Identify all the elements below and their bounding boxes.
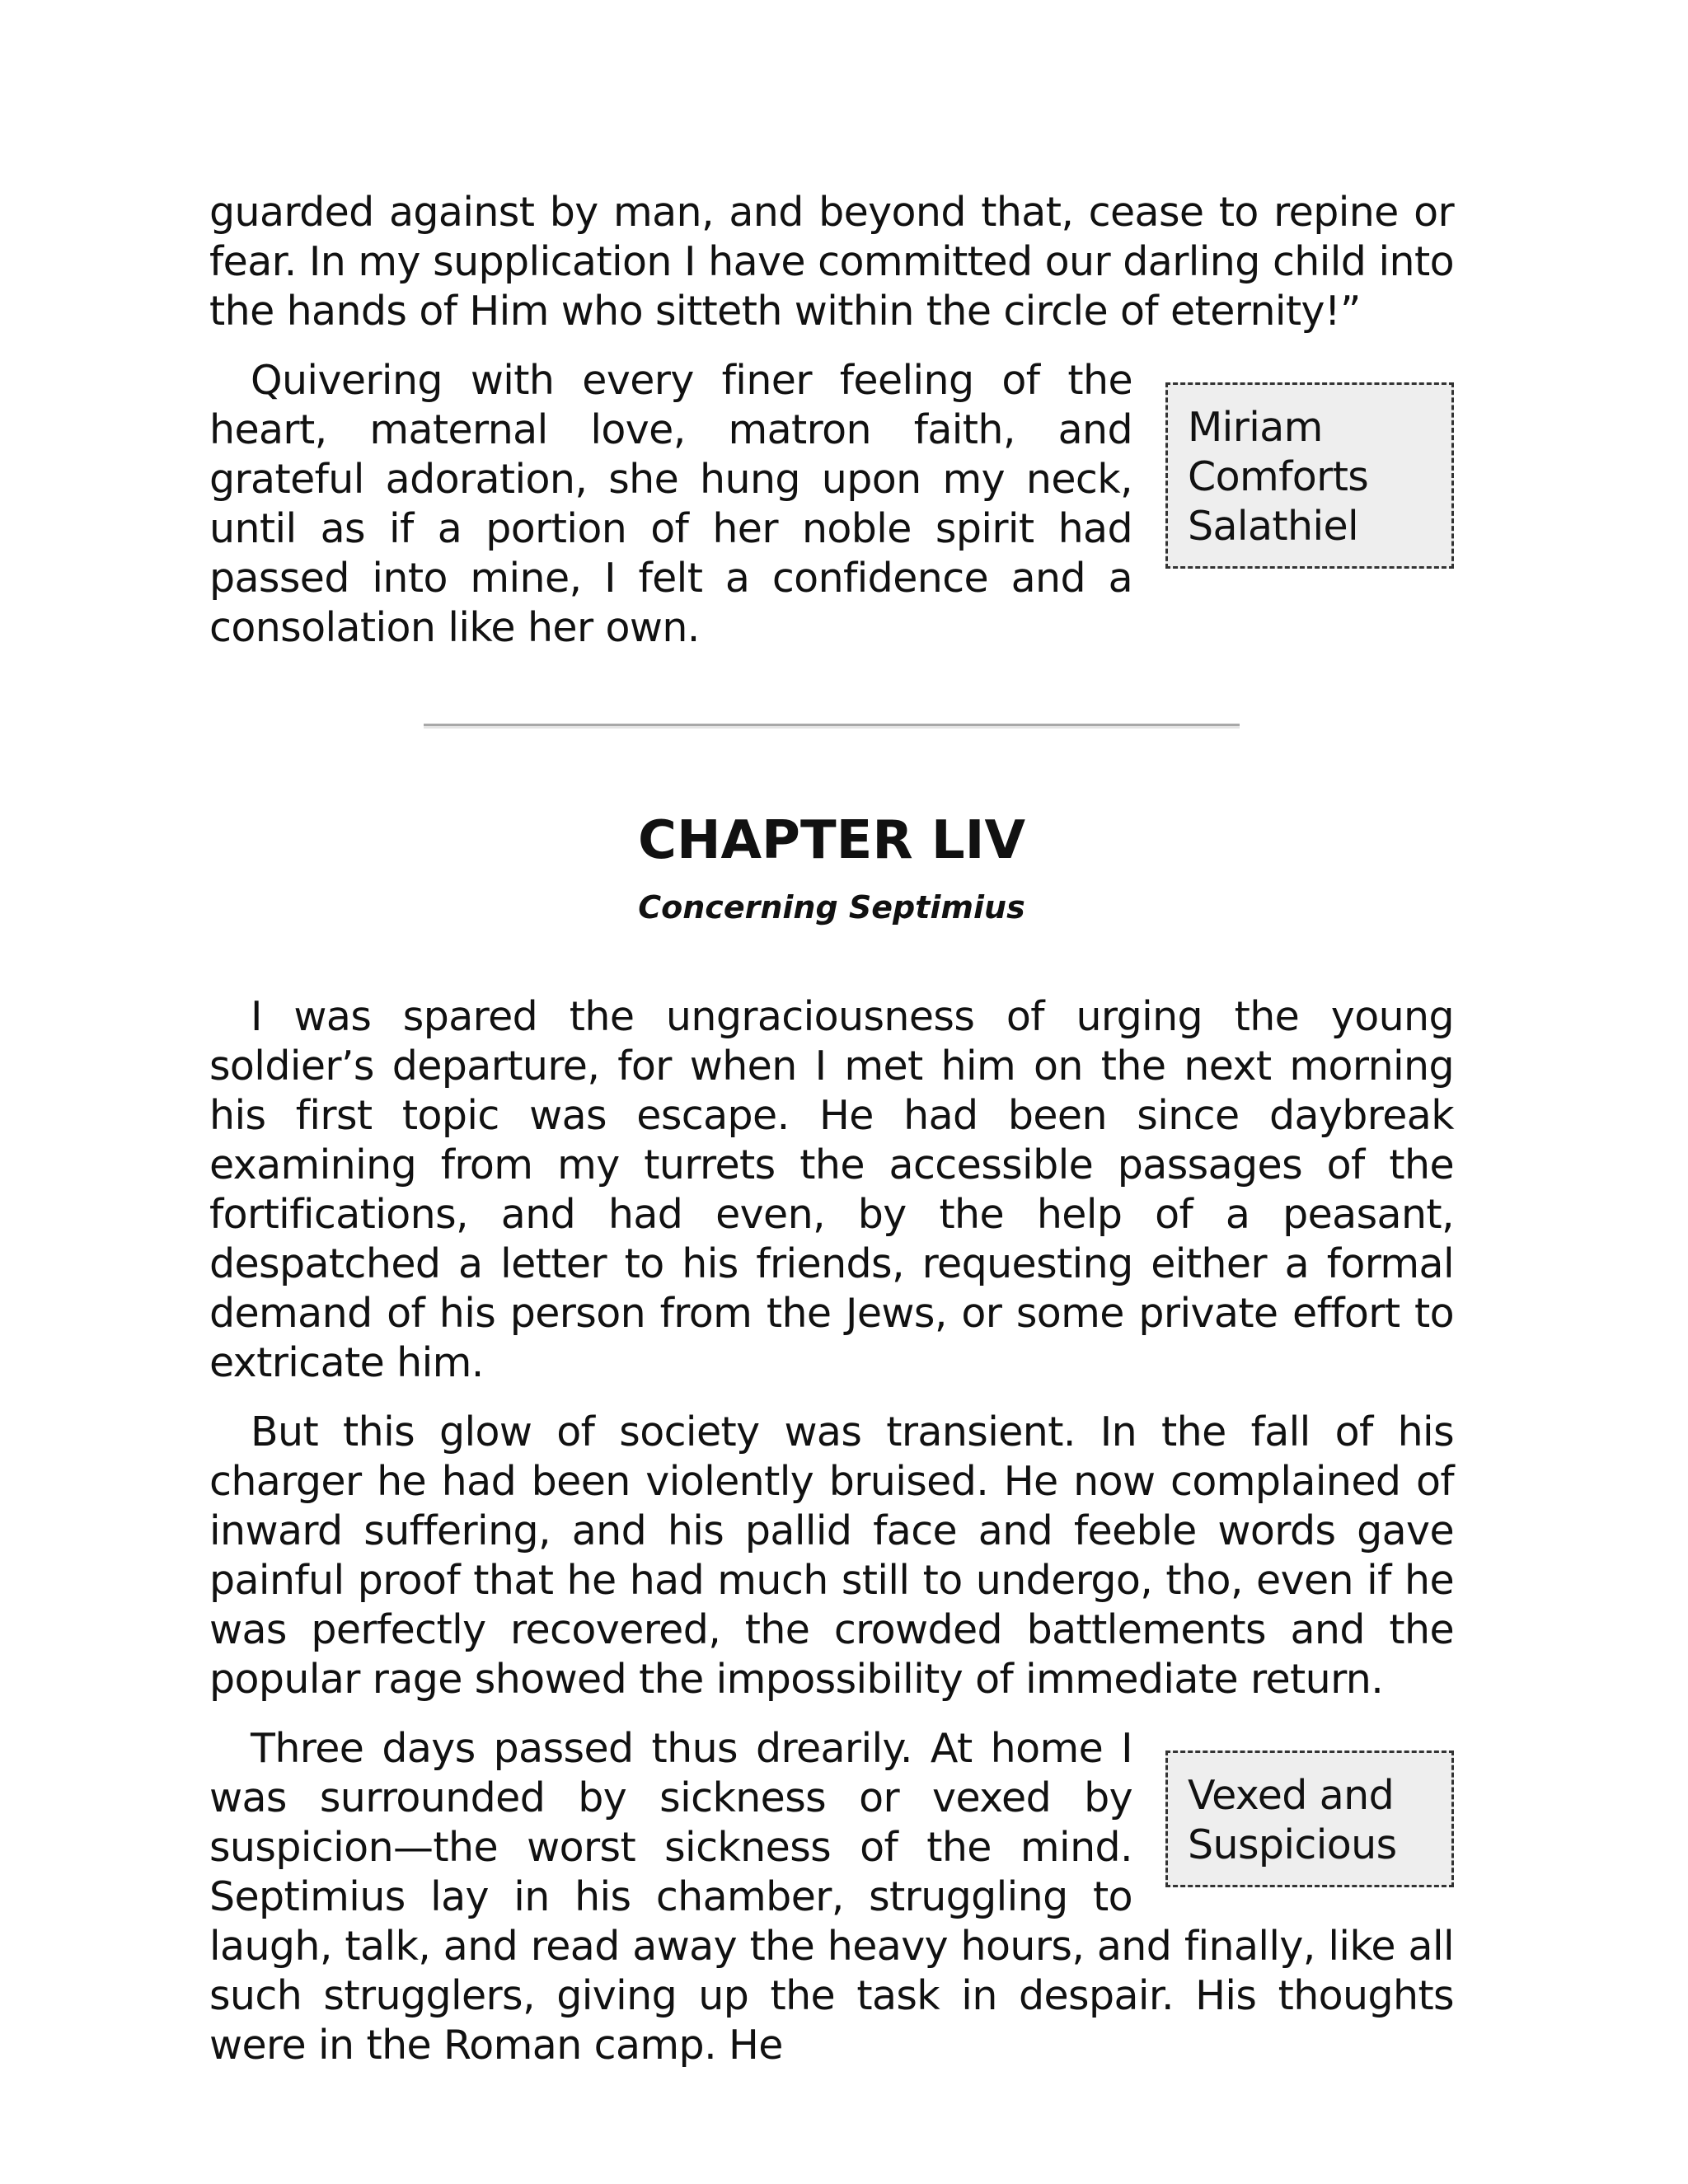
paragraph-spared: I was spared the ungraciousness of urging the young soldier’s departure, for when I met him on the next morning his first topic was escape. He had been since daybreak examining from my turrets the accessible passages of the fortifications, and had even, by the help of a peasant, despatched a letter to his friends, requesting either a formal demand of his person from the Jews, or some private effort to extricate him. [209, 993, 1454, 1386]
chapter-subtitle: Concerning Septimius [638, 889, 1025, 926]
paragraph-glow-of-society: But this glow of society was transient. In the fall of his charger he had been violently bruised. He now complained of inward suffering, and his pallid face and feeble words gave painful proof that he had much still to undergo, tho, even if he was perfectly recovered, the crowded battlements and the popular rage showed the impossibility of immediate return. [209, 1408, 1454, 1703]
paragraph-three-days: Three days passed thus drearily. At home I was surrounded by sickness or vexed by suspicion—the worst sickness of the mind. Septimius lay in his chamber, struggling to laugh, talk, and read away the heavy hours, and finally, like all such strugglers, giving up the task in despair. His thoughts were in the Roman camp. He [209, 1725, 1454, 2069]
opening-paragraph: guarded against by man, and beyond that, cease to repine or fear. In my supplication I have committed our darling child into the hands of Him who sitteth within the circle of eternity!” [209, 189, 1454, 335]
sidenote-miriam-comforts-salathiel: Miriam Comforts Salathiel [1165, 382, 1454, 569]
book-page [209, 188, 1454, 2070]
chapter-title: CHAPTER LIV [637, 810, 1026, 871]
paragraph-block-miriam [209, 356, 1454, 653]
sidenote-vexed-and-suspicious: Vexed and Suspicious [1165, 1750, 1454, 1887]
paragraph-block-vexed [209, 1724, 1454, 2070]
paragraph-quivering: Quivering with every finer feeling of the heart, maternal love, matron faith, and grateful adoration, she hung upon my neck, until as if a portion of her noble spirit had passed into mine, I felt a confidence and a consolation like her own. [209, 357, 1132, 651]
section-divider [424, 724, 1240, 729]
